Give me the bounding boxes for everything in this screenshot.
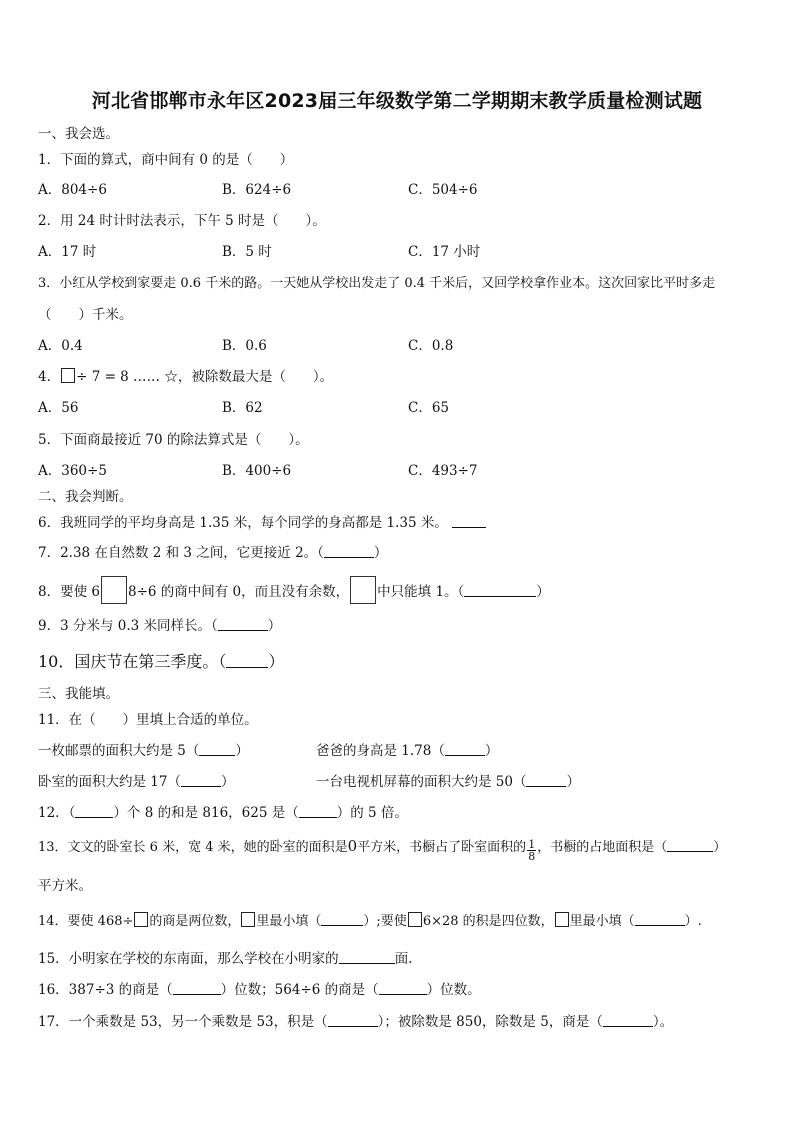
answer-blank (379, 982, 427, 995)
answer-box (101, 576, 127, 604)
answer-box (350, 576, 376, 604)
q15-text: 15．小明家在学校的东南面，那么学校在小明家的 (38, 951, 339, 967)
q14-text: ）. (684, 914, 702, 929)
question-7 (38, 541, 387, 561)
close-paren: ） (484, 743, 499, 759)
q2-option-c: C．17 小时 (408, 244, 481, 260)
q9-text: 9．3 分米与 0.3 米同样长。（ (38, 618, 218, 634)
answer-blank (324, 545, 374, 558)
q13-text: 平方米，书橱占了卧室面积的 (357, 840, 527, 855)
answer-blank (218, 618, 268, 631)
answer-blank (181, 774, 221, 787)
question-14 (38, 910, 702, 929)
answer-blank (464, 584, 536, 597)
answer-blank (328, 1014, 378, 1027)
answer-blank (226, 655, 268, 668)
q2-option-b: B．5 时 (222, 244, 272, 260)
q13-area-value: 0 (347, 837, 358, 855)
question-4 (38, 365, 333, 385)
q5-option-c: C．493÷7 (408, 463, 478, 479)
q11-item-text: 一枚邮票的面积大约是 5（ (38, 743, 200, 759)
q12-text: ）个 8 的和是 816，625 是（ (113, 805, 299, 821)
question-6 (38, 511, 486, 531)
answer-blank (667, 839, 713, 852)
q3-option-a: A．0.4 (38, 338, 83, 354)
q12-text: 12．（ (38, 805, 76, 821)
q8-text-end: 中只能填 1。（ (377, 584, 465, 600)
q3-option-c: C．0.8 (408, 338, 454, 354)
q7-text: 7．2.38 在自然数 2 和 3 之间，它更接近 2。（ (38, 545, 324, 561)
q16-text: ）位数。 (426, 982, 481, 998)
question-11: 11．在（ ）里填上合适的单位。 (38, 712, 258, 728)
answer-box (408, 912, 422, 927)
q17-text: ）。 (652, 1014, 674, 1030)
close-paren: ） (536, 584, 550, 600)
question-3: 3．小红从学校到家要走 0.6 千米的路。一天她从学校出发走了 0.4 千米后，又回学校拿作业本。这次回家比平时多走 (38, 276, 716, 291)
question-13-cont: 平方米。 (38, 878, 92, 894)
close-paren: ） (235, 743, 249, 759)
q14-text: 里最小填（ (256, 914, 322, 929)
q14-text: 的商是两位数， (149, 914, 241, 929)
q11-item-tv (316, 770, 580, 790)
q11-item-height (316, 739, 498, 759)
q4-text: ÷ 7 = 8 …… ☆，被除数最大是（ ）。 (76, 369, 334, 385)
q11-item-text: 一台电视机屏幕的面积大约是 50（ (316, 774, 527, 790)
section-heading: 三、我能填。 (38, 686, 119, 702)
q1-option-b: B．624÷6 (222, 182, 292, 198)
answer-box (241, 912, 255, 927)
fraction-denominator: 8 (528, 850, 536, 863)
question-8 (38, 576, 550, 604)
question-3-cont: （ ）千米。 (38, 307, 133, 323)
question-2: 2．用 24 时计时法表示，下午 5 时是（ ）。 (38, 213, 326, 229)
answer-blank (526, 774, 566, 787)
q4-option-b: B．62 (222, 400, 263, 416)
q17-text: 17．一个乘数是 53，另一个乘数是 53，积是（ (38, 1014, 328, 1030)
q2-option-a: A．17 时 (38, 244, 97, 260)
q4-prefix: 4． (38, 369, 61, 385)
fraction-numerator: 1 (528, 838, 536, 851)
q14-text: 6×28 的积是四位数， (422, 914, 554, 929)
answer-blank (75, 805, 113, 818)
answer-blank (445, 743, 485, 756)
q11-item-stamp (38, 739, 249, 759)
q1-option-a: A．804÷6 (38, 182, 107, 198)
q16-text: 16．387÷3 的商是（ (38, 982, 173, 998)
q11-item-text: 爸爸的身高是 1.78（ (316, 743, 445, 759)
q8-text: 8÷6 的商中间有 0，而且没有余数， (127, 584, 350, 600)
question-9 (38, 614, 281, 634)
question-17 (38, 1010, 673, 1030)
answer-box (555, 912, 569, 927)
q10-text: 10．国庆节在第三季度。（ (38, 652, 227, 671)
question-12 (38, 801, 408, 821)
answer-blank (452, 515, 486, 528)
close-paren: ） (267, 618, 282, 634)
q4-option-a: A．56 (38, 400, 79, 416)
answer-box (61, 368, 75, 383)
q6-text: 6．我班同学的平均身高是 1.35 米，每个同学的身高都是 1.35 米。 (38, 515, 448, 531)
question-1: 1．下面的算式，商中间有 0 的是（ ） (38, 152, 294, 168)
section-heading: 二、我会判断。 (38, 489, 133, 505)
answer-blank (635, 913, 685, 926)
q13-text: ） (713, 840, 727, 855)
question-16 (38, 978, 481, 998)
answer-box (134, 912, 148, 927)
answer-blank (199, 743, 235, 756)
q13-text: 13．文文的卧室长 6 米，宽 4 米，她的卧室的面积是 (38, 840, 348, 855)
section-heading: 一、我会选。 (38, 126, 119, 142)
fraction (527, 839, 536, 862)
close-paren: ） (373, 545, 388, 561)
q14-text: 14．要使 468÷ (38, 914, 134, 929)
q15-text: 面. (394, 951, 413, 967)
q4-option-c: C．65 (408, 400, 450, 416)
question-13 (38, 836, 726, 862)
answer-blank (299, 805, 337, 818)
question-15 (38, 947, 412, 967)
q5-option-a: A．360÷5 (38, 463, 107, 479)
q11-item-bedroom (38, 770, 234, 790)
q1-option-c: C．504÷6 (408, 182, 478, 198)
page-title: 河北省邯郸市永年区2023届三年级数学第二学期期末教学质量检测试题 (91, 90, 703, 112)
q17-text: ）；被除数是 850，除数是 5，商是（ (377, 1014, 603, 1030)
close-paren: ） (220, 774, 235, 790)
answer-blank (339, 951, 395, 964)
q12-text: ）的 5 倍。 (336, 805, 408, 821)
q13-text: ，书橱的占地面积是（ (537, 840, 668, 855)
q11-item-text: 卧室的面积大约是 17（ (38, 774, 181, 790)
q5-option-b: B．400÷6 (222, 463, 292, 479)
question-5: 5．下面商最接近 70 的除法算式是（ ）。 (38, 432, 309, 448)
q16-text: ）位数；564÷6 的商是（ (220, 982, 379, 998)
question-10 (38, 649, 284, 672)
answer-blank (603, 1014, 653, 1027)
answer-blank (173, 982, 221, 995)
q3-option-b: B．0.6 (222, 338, 267, 354)
q8-prefix: 8．要使 6 (38, 584, 100, 600)
close-paren: ） (566, 774, 580, 790)
answer-blank (321, 913, 363, 926)
close-paren: ） (268, 652, 285, 671)
q14-text: 里最小填（ (569, 914, 635, 929)
q14-text: ）;要使 (363, 914, 407, 929)
